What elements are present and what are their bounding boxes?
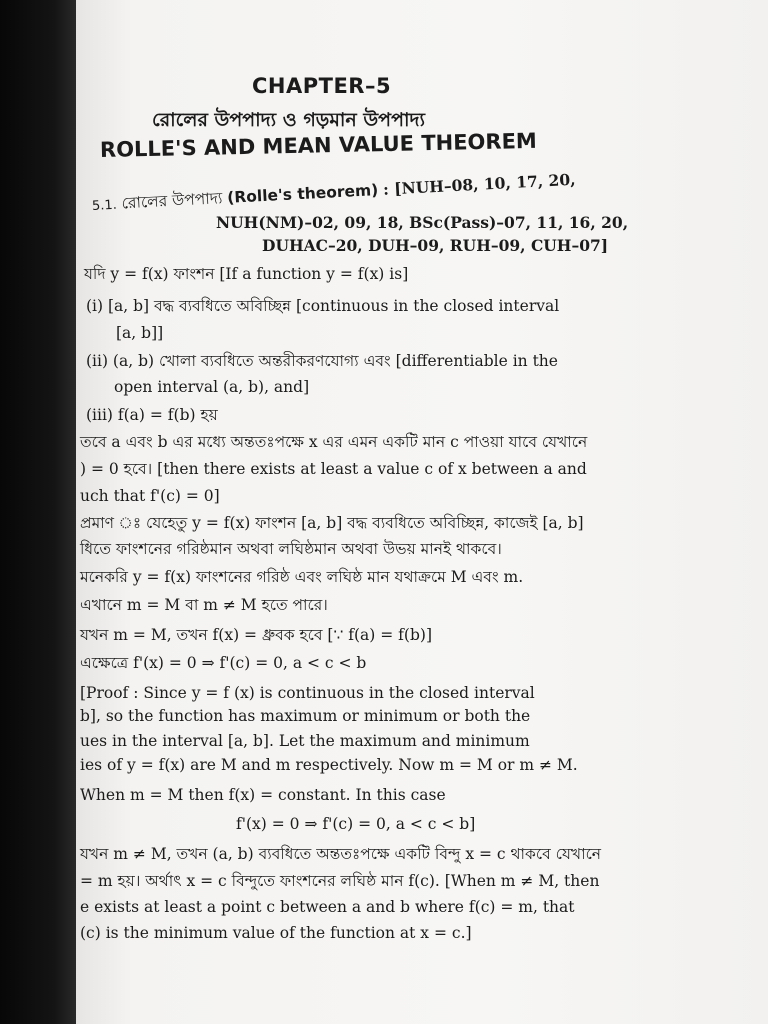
text-line: ধিতে ফাংশনের গরিষ্ঠমান অথবা লঘিষ্ঠমান অথবা উভয় মানই থাকবে।: [80, 540, 502, 558]
text-line: (iii) f(a) = f(b) হয়: [86, 406, 218, 424]
text-line: uch that f'(c) = 0]: [80, 487, 220, 505]
chapter-title-english: ROLLE'S AND MEAN VALUE THEOREM: [99, 128, 538, 162]
text-line: e exists at least a point c between a and b where f(c) = m, that: [80, 898, 575, 916]
scan-dark-edge: [0, 0, 78, 1024]
text-line: এক্ষেত্রে f'(x) = 0 ⇒ f'(c) = 0, a < c < b: [80, 654, 367, 672]
chapter-title-bengali: রোলের উপপাদ্য ও গড়মান উপপাদ্য: [152, 109, 425, 131]
text-line: যদি y = f(x) ফাংশন [If a function y = f(x) is]: [84, 265, 409, 283]
section-refs-line-2: NUH(NM)–02, 09, 18, BSc(Pass)–07, 11, 16, 20,: [216, 213, 629, 232]
section-refs-line-1: : [NUH–08, 10, 17, 20,: [382, 169, 576, 199]
text-line: প্রমাণ ঃ যেহেতু y = f(x) ফাংশন [a, b] বদ্ধ ব্যবধিতে অবিচ্ছিন্ন, কাজেই [a, b]: [80, 514, 584, 532]
text-line: [a, b]]: [116, 324, 164, 342]
section-heading-english: (Rolle's theorem): [226, 181, 379, 207]
text-line: (c) is the minimum value of the function at x = c.]: [80, 924, 472, 942]
text-line: তবে a এবং b এর মধ্যে অন্ততঃপক্ষে x এর এমন একটি মান c পাওয়া যাবে যেখানে: [80, 433, 588, 451]
text-line: এখানে m = M বা m ≠ M হতে পারে।: [80, 596, 328, 614]
text-line: (ii) (a, b) খোলা ব্যবধিতে অন্তরীকরণযোগ্য এবং [differentiable in the: [86, 352, 558, 370]
text-line: ues in the interval [a, b]. Let the maximum and minimum: [80, 732, 530, 750]
text-line: মনেকরি y = f(x) ফাংশনের গরিষ্ঠ এবং লঘিষ্ঠ মান যথাক্রমে M এবং m.: [80, 568, 524, 586]
text-line: ies of y = f(x) are M and m respectively. Now m = M or m ≠ M.: [80, 756, 578, 774]
text-line: = m হয়। অর্থাৎ x = c বিন্দুতে ফাংশনের লঘিষ্ঠ মান f(c). [When m ≠ M, then: [80, 872, 600, 890]
section-refs-line-3: DUHAC–20, DUH–09, RUH–09, CUH–07]: [262, 236, 609, 255]
text-line: b], so the function has maximum or minimum or both the: [80, 707, 531, 725]
text-line: ) = 0 হবে। [then there exists at least a value c of x between a and: [80, 460, 587, 478]
text-line: (i) [a, b] বদ্ধ ব্যবধিতে অবিচ্ছিন্ন [continuous in the closed interval: [86, 297, 560, 315]
text-line: f'(x) = 0 ⇒ f'(c) = 0, a < c < b]: [236, 815, 476, 833]
text-line: যখন m = M, তখন f(x) = ধ্রুবক হবে [∵ f(a) = f(b)]: [80, 626, 432, 644]
text-line: [Proof : Since y = f (x) is continuous in the closed interval: [80, 684, 535, 702]
chapter-label: CHAPTER–5: [252, 74, 392, 98]
text-line: যখন m ≠ M, তখন (a, b) ব্যবধিতে অন্ততঃপক্ষে একটি বিন্দু x = c থাকবে যেখানে: [80, 845, 602, 863]
section-heading-bengali: রোলের উপপাদ্য: [121, 189, 223, 213]
text-line: open interval (a, b), and]: [114, 378, 310, 396]
text-line: When m = M then f(x) = constant. In this case: [80, 786, 446, 804]
section-number: 5.1.: [91, 197, 118, 214]
